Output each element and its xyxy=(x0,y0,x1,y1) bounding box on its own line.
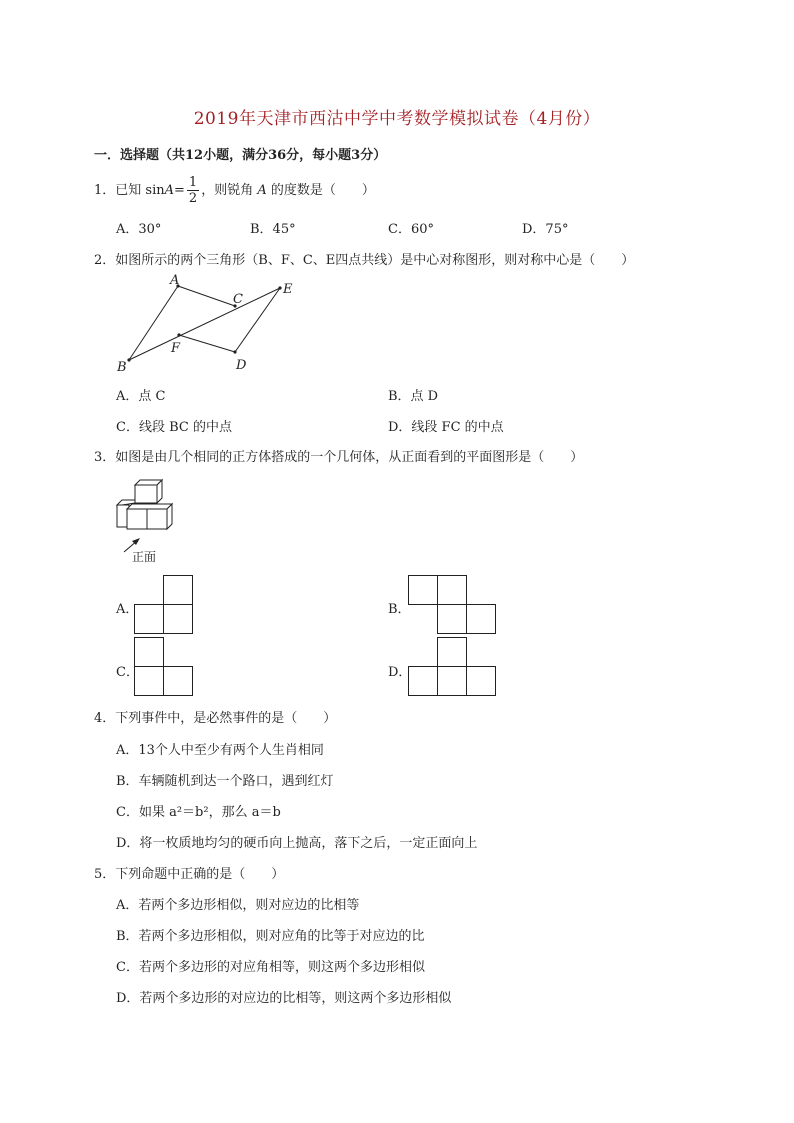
page-title: 2019年天津市西沽中学中考数学模拟试卷（4月份） xyxy=(193,109,601,129)
option-d[interactable]: D．将一枚质地均匀的硬币向上抛高，落下之后，一定正面向上 xyxy=(116,836,478,851)
question-1 xyxy=(94,175,375,206)
option-d[interactable]: D．线段 FC 的中点 xyxy=(388,420,504,435)
fraction-numerator: 1 xyxy=(188,175,198,190)
question-number: 3． xyxy=(94,450,116,465)
question-text: 下列事件中，是必然事件的是（ ） xyxy=(115,711,337,726)
question-text: 下列命题中正确的是（ ） xyxy=(115,867,285,882)
question-text-mid: ，则锐角 xyxy=(201,183,258,198)
option-a[interactable]: A． xyxy=(116,602,139,617)
question-number: 2． xyxy=(94,253,116,268)
question-4 xyxy=(94,707,336,726)
question-number: 4． xyxy=(94,711,116,726)
point-label-b: B xyxy=(117,360,127,375)
fraction xyxy=(187,175,199,206)
question-2 xyxy=(94,249,634,268)
point-label-c: C xyxy=(233,292,243,307)
option-b[interactable]: B．车辆随机到达一个路口，遇到红灯 xyxy=(116,774,334,789)
option-b[interactable]: B．若两个多边形相似，则对应角的比等于对应边的比 xyxy=(116,929,425,944)
option-c[interactable]: C．如果 a²＝b²，那么 a＝b xyxy=(116,805,281,820)
question-text-post: 的度数是（ ） xyxy=(266,183,375,198)
fraction-denominator: 2 xyxy=(188,191,198,206)
point-label-a: A xyxy=(170,273,180,288)
front-view-caption: 正面 xyxy=(132,550,157,564)
option-c-shape xyxy=(134,637,194,697)
option-b[interactable]: B．点 D xyxy=(388,389,439,404)
point-label-f: F xyxy=(171,341,181,356)
option-a-shape xyxy=(134,575,194,635)
question-number: 1． xyxy=(94,183,116,198)
parallelogram-figure xyxy=(110,272,310,378)
option-d[interactable]: D．75° xyxy=(522,222,569,237)
option-d-shape xyxy=(408,637,498,697)
option-d[interactable]: D． xyxy=(388,665,412,680)
question-3 xyxy=(94,446,583,465)
section-heading: 一．选择题（共12小题，满分36分，每小题3分） xyxy=(94,148,387,163)
question-number: 5． xyxy=(94,867,116,882)
option-c[interactable]: C．60° xyxy=(388,222,434,237)
option-a[interactable]: A．13个人中至少有两个人生肖相同 xyxy=(116,743,324,758)
question-text: 如图是由几个相同的正方体搭成的一个几何体，从正面看到的平面图形是（ ） xyxy=(115,450,584,465)
option-d[interactable]: D．若两个多边形的对应边的比相等，则这两个多边形相似 xyxy=(116,991,452,1006)
point-label-d: D xyxy=(236,358,247,373)
question-text-pre: 已知 sin xyxy=(115,183,165,198)
question-5 xyxy=(94,863,284,882)
option-a[interactable]: A．若两个多边形相似，则对应边的比相等 xyxy=(116,898,360,913)
variable: A xyxy=(257,183,267,198)
option-c[interactable]: C．线段 BC 的中点 xyxy=(116,420,232,435)
option-b[interactable]: B．45° xyxy=(250,222,296,237)
equals: = xyxy=(174,183,185,198)
cube-solid-figure xyxy=(112,478,182,566)
option-c[interactable]: C．若两个多边形的对应角相等，则这两个多边形相似 xyxy=(116,960,425,975)
option-a[interactable]: A．30° xyxy=(116,222,162,237)
question-text: 如图所示的两个三角形（B、F、C、E四点共线）是中心对称图形，则对称中心是（ ） xyxy=(115,253,635,268)
variable: A xyxy=(164,183,175,198)
option-b[interactable]: B． xyxy=(388,602,411,617)
option-a[interactable]: A．点 C xyxy=(116,389,166,404)
point-label-e: E xyxy=(283,282,293,297)
option-c[interactable]: C． xyxy=(116,665,139,680)
option-b-shape xyxy=(408,575,498,635)
